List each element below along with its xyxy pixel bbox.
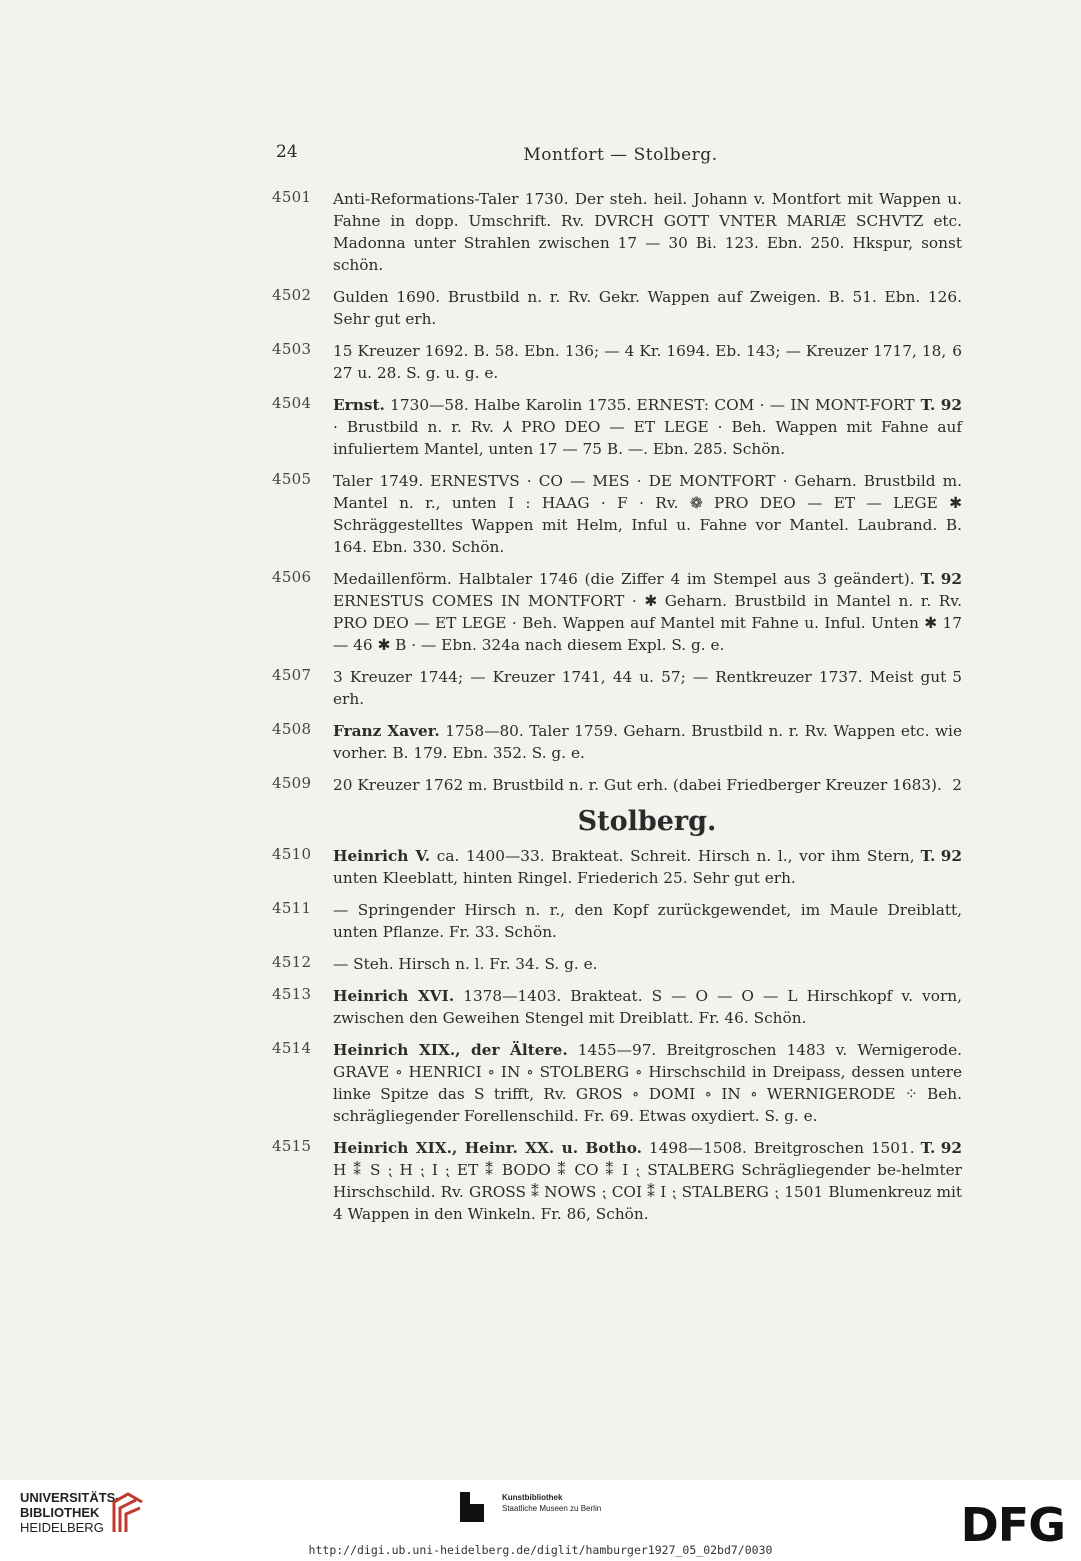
- uni-heidelberg-logo[interactable]: UNIVERSITÄTS- BIBLIOTHEK HEIDELBERG: [20, 1490, 120, 1535]
- entry-number: 4509: [272, 774, 312, 792]
- entry-description: 1378—1403. Brakteat. S — O — O — L Hirschkopf v. vorn, zwischen den Geweihen Stengel mit Dreiblatt. Fr. 46. Schön.: [333, 987, 962, 1027]
- entry-number: 4515: [272, 1137, 312, 1155]
- entry-text: [333, 470, 962, 558]
- entry-description: 3 Kreuzer 1744; — Kreuzer 1741, 44 u. 57; — Rentkreuzer 1737. Meist gut erh.: [333, 668, 947, 708]
- entry-text: [333, 286, 962, 330]
- entry-ruler-name: Ernst.: [333, 396, 385, 414]
- entry-text: [333, 899, 962, 943]
- entry-description: Gulden 1690. Brustbild n. r. Rv. Gekr. Wappen auf Zweigen. B. 51. Ebn. 126. Sehr gut erh.: [333, 288, 962, 328]
- entry-description: 1758—80. Taler 1759. Geharn. Brustbild n. r. Rv. Wappen etc. wie vorher. B. 179. Ebn. 352. S. g. e.: [333, 722, 962, 762]
- catalog-entry: [272, 666, 962, 710]
- entry-ruler-name: Franz Xaver.: [333, 722, 440, 740]
- catalog-entry: [272, 286, 962, 330]
- kunstbibliothek-logo[interactable]: Kunstbibliothek Staatliche Museen zu Berlin: [460, 1492, 601, 1514]
- entry-text: [333, 340, 962, 384]
- entry-text: [333, 394, 962, 460]
- stolberg-entries: [272, 845, 962, 1225]
- catalog-entry: [272, 720, 962, 764]
- catalog-entry: [272, 845, 962, 889]
- entry-description: 1730—58. Halbe Karolin 1735. ERNEST: COM · — IN MONT-FORT · Brustbild n. r. Rv. ⅄ PRO DEO — ET LEGE · Beh. Wappen mit Fahne auf infuliertem Mantel, unten 17 — 75 B. —. Ebn. 285. Schön.: [333, 396, 962, 458]
- entry-number: 4507: [272, 666, 312, 684]
- entry-text: [333, 985, 962, 1029]
- catalog-entry: [272, 1039, 962, 1127]
- entry-number: 4512: [272, 953, 312, 971]
- catalog-entry: [272, 985, 962, 1029]
- entry-text: [333, 953, 962, 975]
- entry-number: 4508: [272, 720, 312, 738]
- dfg-logo[interactable]: DFG: [960, 1498, 1065, 1552]
- entry-number: 4504: [272, 394, 312, 412]
- catalog-entry: [272, 188, 962, 276]
- uni-heidelberg-mark-icon: [108, 1488, 148, 1538]
- entry-ruler-name: Heinrich XVI.: [333, 987, 455, 1005]
- entry-ruler-name: Heinrich V.: [333, 847, 431, 865]
- entry-number: 4502: [272, 286, 312, 304]
- entry-description: 20 Kreuzer 1762 m. Brustbild n. r. Gut erh. (dabei Friedberger Kreuzer 1683).: [333, 776, 942, 794]
- entry-number: 4511: [272, 899, 312, 917]
- entry-number: 4506: [272, 568, 312, 586]
- entry-lot-ref: T. 92: [920, 1139, 962, 1157]
- entry-description: Taler 1749. ERNESTVS · CO — MES · DE MONTFORT · Geharn. Brustbild m. Mantel n. r., unten I : HAAG · F · Rv. ❁ PRO DEO — ET — LEGE ✱ Schräggestelltes Wappen mit Helm, Inful u. Fahne vor Mantel. Laubrand. B. 164. Ebn. 330. Schön.: [333, 472, 962, 556]
- entry-lot-ref: T. 92: [920, 396, 962, 414]
- entry-lot-ref: T. 92: [920, 570, 962, 588]
- entry-description: — Springender Hirsch n. r., den Kopf zurückgewendet, im Maule Dreiblatt, unten Pflanze. Fr. 33. Schön.: [333, 901, 962, 941]
- entry-description: Anti-Reformations-Taler 1730. Der steh. heil. Johann v. Montfort mit Wappen u. Fahne in dopp. Umschrift. Rv. DVRCH GOTT VNTER MARIÆ SCHVTZ etc. Madonna unter Strahlen zwischen 17 — 30 Bi. 123. Ebn. 250. Hkspur, sonst schön.: [333, 190, 962, 274]
- entry-description: Medaillenförm. Halbtaler 1746 (die Ziffer 4 im Stempel aus 3 geändert). ERNESTUS COMES IN MONTFORT · ✱ Geharn. Brustbild in Mantel n. r. Rv. PRO DEO — ET LEGE · Beh. Wappen auf Mantel mit Fahne u. Inful. Unten ✱ 17 — 46 ✱ B · — Ebn. 324a nach diesem Expl. S. g. e.: [333, 570, 962, 654]
- entry-lot-ref: T. 92: [920, 847, 962, 865]
- montfort-entries: [272, 188, 962, 796]
- entry-description: ca. 1400—33. Brakteat. Schreit. Hirsch n. l., vor ihm Stern, unten Kleeblatt, hinten Ringel. Friederich 25. Sehr gut erh.: [333, 847, 915, 887]
- entry-text: [333, 774, 962, 796]
- entry-number: 4505: [272, 470, 312, 488]
- entry-description: — Steh. Hirsch n. l. Fr. 34. S. g. e.: [333, 955, 598, 973]
- catalog-entries: [272, 188, 962, 1235]
- catalog-entry: [272, 568, 962, 656]
- entry-description: 15 Kreuzer 1692. B. 58. Ebn. 136; — 4 Kr. 1694. Eb. 143; — Kreuzer 1717, 18, 27 u. 28. S. g. u. g. e.: [333, 342, 947, 382]
- section-title: Stolberg.: [577, 806, 717, 837]
- entry-number: 4501: [272, 188, 312, 206]
- entry-lot-ref: 2: [952, 776, 962, 794]
- entry-lot-ref: 5: [952, 668, 962, 686]
- catalog-entry: [272, 470, 962, 558]
- catalog-entry: [272, 340, 962, 384]
- entry-description: 1455—97. Breitgroschen 1483 v. Wernigerode. GRAVE ∘ HENRICI ∘ IN ∘ STOLBERG ∘ Hirschschild in Dreipass, dessen untere linke Spitze das S trifft, Rv. GROS ∘ DOMI ∘ IN ∘ WERNIGERODE ⁘ Beh. schrägliegender Forellenschild. Fr. 69. Etwas oxydiert. S. g. e.: [333, 1041, 962, 1125]
- entry-number: 4513: [272, 985, 312, 1003]
- kunstbibliothek-mark-icon: [460, 1492, 484, 1522]
- entry-ruler-name: Heinrich XIX., Heinr. XX. u. Botho.: [333, 1139, 642, 1157]
- permalink-url[interactable]: http://digi.ub.uni-heidelberg.de/diglit/hamburger1927_05_02bd7/0030: [308, 1543, 773, 1557]
- page-number: 24: [276, 142, 298, 162]
- entry-number: 4510: [272, 845, 312, 863]
- catalog-entry: [272, 953, 962, 975]
- entry-text: [333, 188, 962, 276]
- entry-lot-ref: 6: [952, 342, 962, 360]
- entry-text: [333, 666, 962, 710]
- entry-number: 4514: [272, 1039, 312, 1057]
- entry-text: [333, 1039, 962, 1127]
- footer-bar: [0, 1480, 1081, 1561]
- catalog-entry: [272, 774, 962, 796]
- running-title: Montfort — Stolberg.: [523, 145, 718, 165]
- entry-text: [333, 845, 962, 889]
- catalog-entry: [272, 394, 962, 460]
- entry-number: 4503: [272, 340, 312, 358]
- catalog-entry: [272, 1137, 962, 1225]
- entry-ruler-name: Heinrich XIX., der Ältere.: [333, 1041, 568, 1059]
- entry-text: [333, 720, 962, 764]
- entry-description: 1498—1508. Breitgroschen 1501. H ⁑ S ⁏ H ⁏ I ⁏ ET ⁑ BODO ⁑ CO ⁑ I ⁏ STALBERG Schrägliegender be-helmter Hirschschild. Rv. GROSS ⁑ NOWS ⁏ COI ⁑ I ⁏ STALBERG ⁏ 1501 Blumenkreuz mit 4 Wappen in den Winkeln. Fr. 86, Schön.: [333, 1139, 962, 1223]
- entry-text: [333, 1137, 962, 1225]
- catalog-entry: [272, 899, 962, 943]
- entry-text: [333, 568, 962, 656]
